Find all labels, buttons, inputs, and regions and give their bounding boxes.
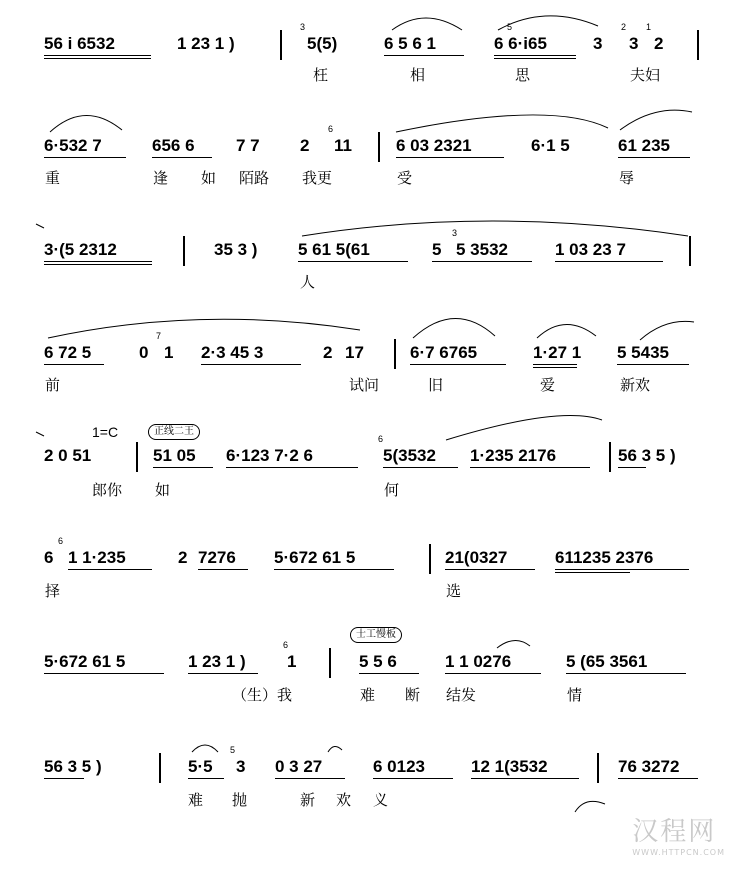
lyric: 陌路 — [239, 169, 270, 187]
grace-note: 6 — [58, 536, 64, 546]
lyric: 我更 — [302, 169, 333, 187]
note-group: 3 — [236, 757, 246, 776]
note-group: 61 235 — [618, 136, 670, 155]
note-group: 2 0 51 — [44, 446, 92, 465]
slur — [413, 318, 495, 338]
note-group: 1 — [164, 343, 174, 362]
note-group: 6·7 6765 — [410, 343, 478, 362]
slur — [192, 745, 218, 752]
lyric: 如 — [201, 169, 217, 187]
lyric: 欢 — [336, 791, 352, 809]
note-group: 5(5) — [307, 34, 338, 53]
note-group: 5(3532 — [383, 446, 436, 465]
lyric: 情 — [567, 686, 583, 704]
note-group: 0 3 27 — [275, 757, 323, 776]
note-group: 76 3272 — [618, 757, 680, 776]
lyric: 前 — [45, 376, 61, 394]
note-group: 6 5 6 1 — [384, 34, 436, 53]
note-group: 6 03 2321 — [396, 136, 472, 155]
lyric: 逢 — [153, 169, 169, 187]
note-group: 6 0123 — [373, 757, 425, 776]
note-group: 51 05 — [153, 446, 196, 465]
slur — [36, 432, 44, 436]
note-group: 7 7 — [236, 136, 260, 155]
grace-note: 5 — [230, 745, 236, 755]
note-group: 1 03 23 7 — [555, 240, 626, 259]
watermark — [632, 811, 725, 857]
slur — [48, 319, 360, 338]
lyric: 断 — [405, 686, 421, 704]
lyric: 思 — [515, 66, 531, 84]
note-group: 1·27 1 — [533, 343, 582, 362]
lyric: 选 — [446, 582, 462, 600]
lyric: 辱 — [619, 169, 635, 187]
note-group: 5 5435 — [617, 343, 669, 362]
lyric: 试问 — [349, 376, 380, 394]
note-group: 5 — [432, 240, 442, 259]
note-group: 5 (65 3561 — [566, 652, 648, 671]
key-signature: 1=C — [92, 424, 119, 440]
slur — [396, 115, 608, 132]
note-group: 1 23 1 ) — [188, 652, 246, 671]
grace-note: 6 — [378, 434, 384, 444]
note-group: 3 — [593, 34, 603, 53]
lyric: 枉 — [313, 66, 329, 84]
lyric: 旧 — [428, 376, 444, 394]
note-group: 21(0327 — [445, 548, 508, 567]
note-group: 5·5 — [188, 757, 213, 776]
note-group: 2·3 45 3 — [201, 343, 264, 362]
slur — [36, 224, 44, 228]
note-group: 3 — [629, 34, 639, 53]
slur — [537, 324, 596, 338]
lyric: 如 — [155, 481, 171, 499]
lyric: 择 — [45, 582, 61, 600]
lyric: 难 — [188, 791, 204, 809]
note-group: 2 — [300, 136, 310, 155]
slur — [640, 321, 694, 340]
note-group: 56 i 6532 — [44, 34, 115, 53]
note-group: 1 1·235 — [68, 548, 126, 567]
note-group: 11 — [334, 136, 352, 155]
lyric: 难 — [360, 686, 376, 704]
note-group: 5 3532 — [456, 240, 508, 259]
lyric: 新欢 — [620, 376, 651, 394]
lyric: 爱 — [540, 376, 556, 394]
note-group: 5 5 6 — [359, 652, 397, 671]
lyric: 重 — [45, 169, 61, 187]
note-group: 3·(5 2312 — [44, 240, 117, 259]
slur — [328, 746, 342, 752]
note-group: 6·1 5 — [531, 136, 570, 155]
lyric: 夫妇 — [630, 66, 661, 84]
grace-note: 3 — [300, 22, 306, 32]
note-group: 56 3 5 ) — [618, 446, 676, 465]
slur — [575, 801, 605, 812]
note-group: 2 — [654, 34, 664, 53]
grace-note: 1 — [646, 22, 652, 32]
grace-note: 7 — [156, 331, 162, 341]
lyric: 义 — [373, 791, 389, 809]
slur — [620, 110, 692, 130]
slur — [50, 115, 122, 132]
tempo-tag: 正线二王 — [148, 424, 200, 440]
lyric: 何 — [384, 481, 400, 499]
lyric: （生）我 — [232, 686, 293, 704]
lyric: 人 — [300, 273, 316, 291]
note-group: 2 — [178, 548, 188, 567]
note-group: 6 72 5 — [44, 343, 92, 362]
grace-note: 5 — [507, 22, 513, 32]
note-group: 6·123 7·2 6 — [226, 446, 313, 465]
lyric: 受 — [397, 169, 413, 187]
note-group: 0 — [139, 343, 149, 362]
slur — [446, 416, 602, 441]
note-group: 656 6 — [152, 136, 195, 155]
lyric: 郎你 — [92, 481, 123, 499]
lyric: 新 — [300, 791, 316, 809]
lyric: 结发 — [446, 686, 477, 704]
note-group: 6 — [44, 548, 54, 567]
note-group: 5·672 61 5 — [274, 548, 356, 567]
watermark-title: 汉程网 — [632, 817, 717, 847]
note-group: 17 — [345, 343, 364, 362]
note-group: 12 1(3532 — [471, 757, 548, 776]
note-group: 611235 2376 — [555, 548, 654, 567]
slur — [498, 16, 598, 30]
note-group: 5 61 5(61 — [298, 240, 370, 259]
grace-note: 3 — [452, 228, 458, 238]
slur — [392, 18, 462, 30]
note-group: 6·532 7 — [44, 136, 102, 155]
note-group: 1 23 1 ) — [177, 34, 235, 53]
lyric: 抛 — [232, 791, 248, 809]
grace-note: 2 — [621, 22, 627, 32]
watermark-url: WWW.HTTPCN.COM — [632, 848, 725, 857]
slur — [302, 221, 688, 236]
lyric: 相 — [410, 66, 426, 84]
tempo-tag: 士工慢板 — [350, 627, 402, 643]
note-group: 6 6·i65 — [494, 34, 547, 53]
note-group: 1·235 2176 — [470, 446, 557, 465]
slur — [497, 640, 530, 648]
note-group: 5·672 61 5 — [44, 652, 126, 671]
grace-note: 6 — [283, 640, 289, 650]
note-group: 56 3 5 ) — [44, 757, 102, 776]
note-group: 35 3 ) — [214, 240, 258, 259]
note-group: 2 — [323, 343, 333, 362]
note-group: 1 1 0276 — [445, 652, 512, 671]
note-group: 7276 — [198, 548, 236, 567]
grace-note: 6 — [328, 124, 334, 134]
note-group: 1 — [287, 652, 297, 671]
